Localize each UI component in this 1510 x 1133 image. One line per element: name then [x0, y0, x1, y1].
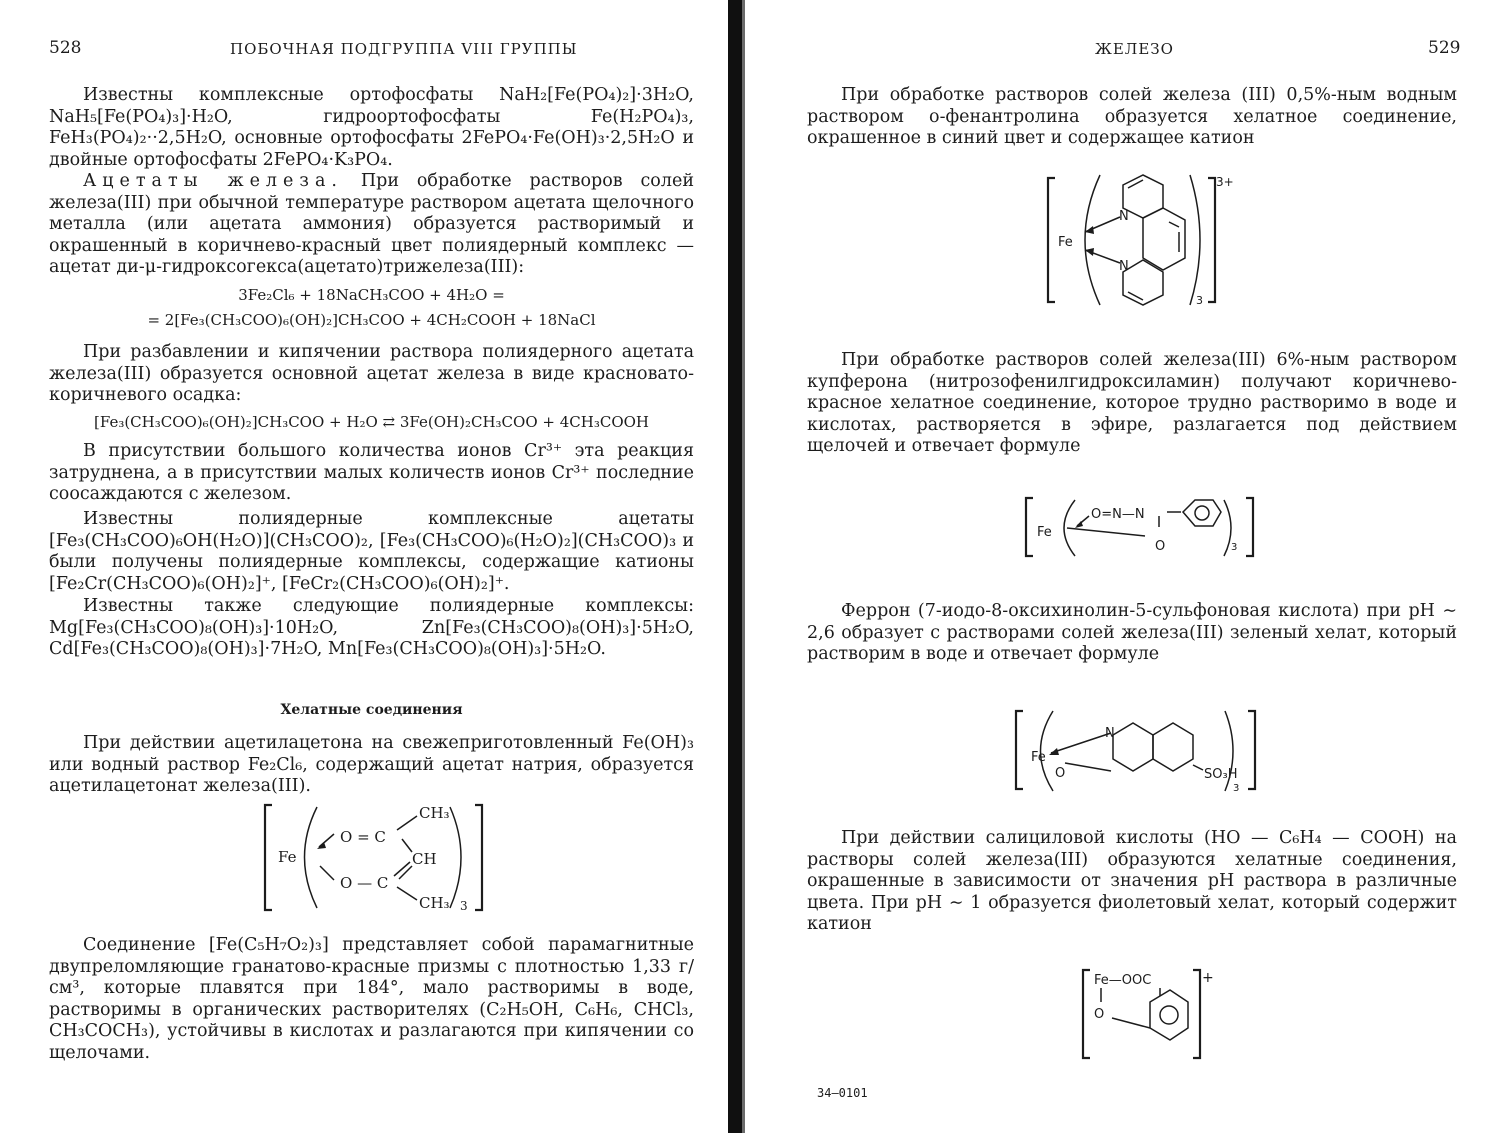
- running-head: ПОБОЧНАЯ ПОДГРУППА VIII ГРУППЫ: [230, 40, 578, 58]
- salicylate-complex-structure: [1080, 966, 1220, 1062]
- book-gutter: [728, 0, 742, 1133]
- methyl-top-label: CH₃: [419, 804, 450, 822]
- ligand-count: 3: [1231, 542, 1238, 553]
- fe-label: Fe: [1037, 525, 1052, 540]
- acetylacetonate-structure: [262, 802, 492, 914]
- running-head: ЖЕЛЕЗО: [1095, 40, 1174, 58]
- section-title: Хелатные соединения: [280, 702, 463, 718]
- sulfonic-label: SO₃H: [1204, 767, 1238, 782]
- methyl-bottom-label: CH₃: [419, 894, 450, 912]
- nitrogen-1-label: N: [1119, 209, 1129, 224]
- paragraph-polynuclear: Известны полиядерные комплексные ацетаты [Fe₃(CH₃COO)₆OH(H₂O)](CH₃COO)₂, [Fe₃(CH₃COO)₆(H₂O)₂](CH₃COO)₃ и были получены полиядерные комплексы, содержащие катионы [Fe₂Cr(CH₃COO)₆(OH)₂]⁺, [FeCr₂(CH₃COO)₆(OH)₂]⁺.: [49, 509, 694, 594]
- methine-label: CH: [412, 850, 437, 868]
- right-page: [745, 0, 1510, 1133]
- ligand-count: 3: [1233, 783, 1240, 794]
- nitroso-chain-label: O=N—N: [1091, 507, 1145, 522]
- equation-1-line-2: = 2[Fe₃(CH₃COO)₆(OH)₂]CH₃COO + 4CH₂COOH + 18NaCl: [147, 311, 596, 329]
- phenanthroline-complex-structure: [1045, 170, 1234, 310]
- fe-label: Fe: [278, 848, 297, 866]
- acetates-text: При обработке растворов солей железа(III) при обычной температуре раствором ацетата щелочного металла (или ацетата аммония) образуется растворимый и окрашенный в коричнево-красный цвет полиядерный комплекс — ацетат ди-μ-гидроксогекса(ацетато)трижелеза(III):: [49, 171, 694, 277]
- ligand-count: 3: [1196, 294, 1203, 307]
- ligand-count: 3: [460, 899, 468, 913]
- charge-label: +: [1202, 970, 1214, 986]
- oxygen-label: O: [1155, 539, 1166, 554]
- paragraph-dilution: При разбавлении и кипячении раствора полиядерного ацетата железа(III) образуется основной ацетат железа в виде красновато-коричневого осадка:: [49, 342, 694, 405]
- page-number: 529: [1428, 38, 1461, 58]
- charge-label: 3+: [1216, 175, 1234, 189]
- paragraph-acetylacetone: При действии ацетилацетона на свежеприготовленный Fe(OH)₃ или водный раствор Fe₂Cl₆, содержащий ацетат натрия, образуется ацетилацетонат железа(III).: [49, 733, 694, 796]
- page-number: 528: [49, 38, 82, 58]
- nitrogen-2-label: N: [1119, 259, 1129, 274]
- paragraph-phosphates: Известны комплексные ортофосфаты NaH₂[Fe(PO₄)₂]·3H₂O, NaH₅[Fe(PO₄)₃]·H₂O, гидроортофосфаты Fe(H₂PO₄)₃, FeH₃(PO₄)₂··2,5H₂O, основные ортофосфаты 2FePO₄·Fe(OH)₃·2,5H₂O и двойные ортофосфаты 2FePO₄·K₃PO₄.: [49, 85, 694, 170]
- enolate-label: O — C: [340, 874, 389, 892]
- paragraph-chromium: В присутствии большого количества ионов Cr³⁺ эта реакция затруднена, а в присутствии малых количеств ионов Cr³⁺ последние соосаждаются с железом.: [49, 441, 694, 504]
- fe-ester-label: Fe—OOC: [1094, 973, 1152, 988]
- acetates-heading: Ацетаты железа.: [83, 171, 343, 191]
- fe-label: Fe: [1031, 750, 1046, 765]
- ferron-complex-structure: [1013, 705, 1263, 797]
- paragraph-phenanthroline: При обработке растворов солей железа (III) 0,5%-ным водным раствором o-фенантролина образуется хелатное соединение, окрашенное в синий цвет и содержащее катион: [807, 85, 1457, 148]
- nitrogen-label: N: [1105, 726, 1115, 741]
- equation-2: [Fe₃(CH₃COO)₆(OH)₂]CH₃COO + H₂O ⇄ 3Fe(OH)₂CH₃COO + 4CH₃COOH: [94, 413, 649, 431]
- cupferron-complex-structure: [1023, 494, 1263, 560]
- oxygen-label: O: [1055, 766, 1066, 781]
- paragraph-salicylic: При действии салициловой кислоты (HO — C₆H₄ — COOH) на растворы солей железа(III) образуются хелатные соединения, окрашенные в зависимости от значения pH раствора в различные цвета. При pH ∼ 1 образуется фиолетовый хелат, который содержит катион: [807, 828, 1457, 934]
- footer-code: 34—0101: [817, 1086, 868, 1100]
- oxygen-label: O: [1094, 1007, 1105, 1022]
- carbonyl-label: O = C: [340, 828, 386, 846]
- paragraph-polynuclear-complexes: Известны также следующие полиядерные комплексы: Mg[Fe₃(CH₃COO)₈(OH)₃]·10H₂O, Zn[Fe₃(CH₃COO)₈(OH)₃]·5H₂O, Cd[Fe₃(CH₃COO)₈(OH)₃]·7H₂O, Mn[Fe₃(CH₃COO)₈(OH)₃]·5H₂O.: [49, 596, 694, 659]
- paragraph-ferron: Феррон (7-иодо-8-оксихинолин-5-сульфоновая кислота) при pH ∼ 2,6 образует с растворами солей железа(III) зеленый хелат, который растворим в воде и отвечает формуле: [807, 601, 1457, 664]
- paragraph-cupferron: При обработке растворов солей железа(III) 6%-ным раствором купферона (нитрозофенилгидроксиламин) получают коричнево-красное хелатное соединение, которое трудно растворимо в воде и кислотах, растворяется в эфире, разлагается под действием щелочей и отвечает формуле: [807, 350, 1457, 456]
- left-page: [0, 0, 728, 1133]
- paragraph-properties: Соединение [Fe(C₅H₇O₂)₃] представляет собой парамагнитные двупреломляющие гранатово-красные призмы с плотностью 1,33 г/см³, которые плавятся при 184°, мало растворимы в воде, растворимы в органических растворителях (C₂H₅OH, C₆H₆, CHCl₃, CH₃COCH₃), устойчивы в кислотах и разлагаются при кипячении со щелочами.: [49, 935, 694, 1063]
- paragraph-acetates: [49, 171, 694, 279]
- equation-1-line-1: 3Fe₂Cl₆ + 18NaCH₃COO + 4H₂O =: [238, 286, 505, 304]
- fe-label: Fe: [1058, 235, 1073, 250]
